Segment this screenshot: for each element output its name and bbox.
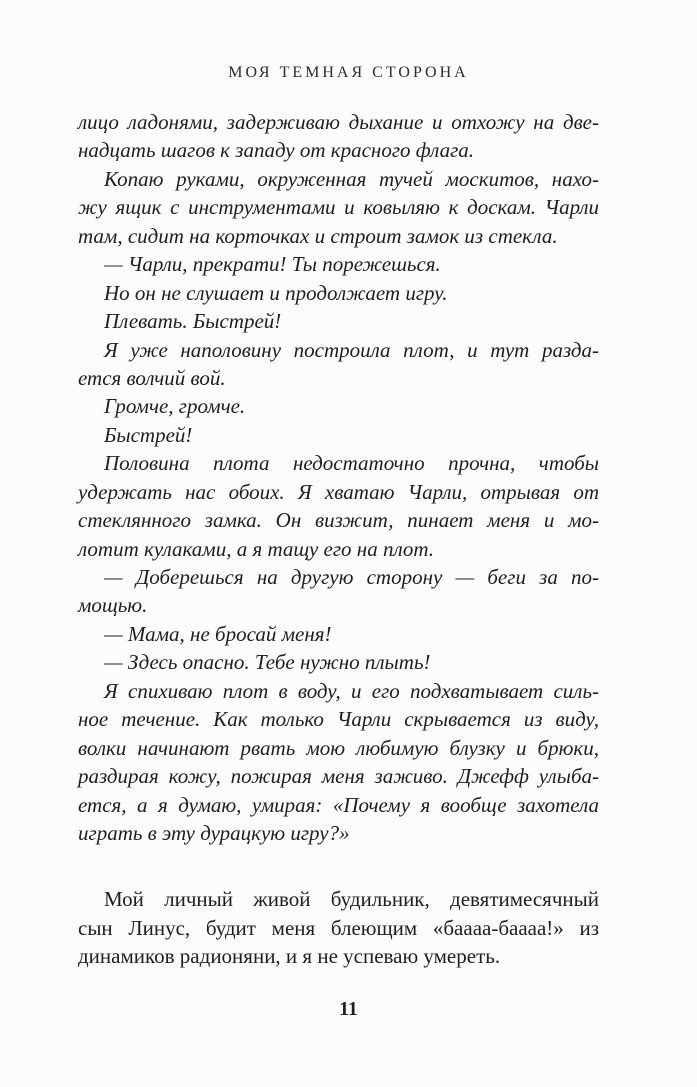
- paragraph: [78, 108, 599, 165]
- text-line: мощью.: [78, 593, 148, 618]
- text-line: там, сидит на корточках и строит замок из стекла.: [78, 223, 558, 248]
- paragraph: [78, 563, 599, 620]
- text-line: Мой личный живой будильник, девятимесячный: [104, 887, 599, 912]
- text-line: Громче, громче.: [104, 394, 246, 419]
- text-line: стеклянного замка. Он визжит, пинает меня и мо-: [78, 508, 599, 533]
- paragraph: [78, 250, 599, 278]
- paragraph: [78, 165, 599, 250]
- text-line: лотит кулаками, а я тащу его на плот.: [78, 536, 435, 561]
- text-line: сын Линус, будит меня блеющим «баааа-баааа!» из: [78, 915, 599, 940]
- text-line: Копаю руками, окруженная тучей москитов, нахо-: [104, 166, 599, 191]
- paragraph: [78, 620, 599, 648]
- paragraph: [78, 885, 599, 970]
- paragraph: [78, 677, 599, 848]
- text-line: Но он не слушает и продолжает игру.: [104, 280, 448, 305]
- paragraph: [78, 449, 599, 563]
- text-line: жу ящик с инструментами и ковыляю к доскам. Чарли: [78, 195, 599, 220]
- text-line: — Чарли, прекрати! Ты порежешься.: [104, 252, 441, 277]
- text-line: динамиков радионяни, и я не успеваю умереть.: [78, 944, 501, 969]
- page-number: 11: [339, 999, 358, 1020]
- text-line: — Доберешься на другую сторону — беги за по-: [104, 565, 599, 589]
- text-line: удержать нас обоих. Я хватаю Чарли, отрывая от: [78, 479, 599, 504]
- paragraph: [78, 421, 599, 449]
- paragraph: [78, 392, 599, 420]
- text-line: лицо ладонями, задерживаю дыхание и отхожу на две-: [78, 110, 599, 134]
- text-line: Плевать. Быстрей!: [104, 309, 282, 334]
- text-line: ется, а я думаю, умирая: «Почему я вообще захотела: [78, 792, 599, 817]
- text-line: волки начинают рвать мою любимую блузку и брюки,: [78, 735, 599, 760]
- paragraph: [78, 648, 599, 676]
- paragraph: [78, 307, 599, 335]
- text-line: ется волчий вой.: [78, 365, 226, 390]
- running-head: МОЯ ТЕМНАЯ СТОРОНА: [228, 64, 469, 81]
- text-block: [78, 108, 599, 971]
- text-line: — Здесь опасно. Тебе нужно плыть!: [104, 650, 431, 675]
- text-line: играть в эту дурацкую игру?»: [78, 820, 350, 845]
- text-line: Я уже наполовину построила плот, и тут разда-: [104, 337, 599, 362]
- text-line: — Мама, не бросай меня!: [104, 621, 332, 646]
- text-line: ное течение. Как только Чарли скрывается из виду,: [78, 707, 599, 732]
- text-line: Я спихиваю плот в воду, и его подхватывает силь-: [104, 678, 599, 703]
- text-line: раздирая кожу, пожирая меня заживо. Джефф улыба-: [78, 764, 599, 789]
- text-line: Половина плота недостаточно прочна, чтобы: [104, 451, 599, 476]
- paragraph: [78, 336, 599, 393]
- text-line: Быстрей!: [104, 422, 193, 447]
- text-line: надцать шагов к западу от красного флага.: [78, 138, 475, 163]
- paragraph: [78, 279, 599, 307]
